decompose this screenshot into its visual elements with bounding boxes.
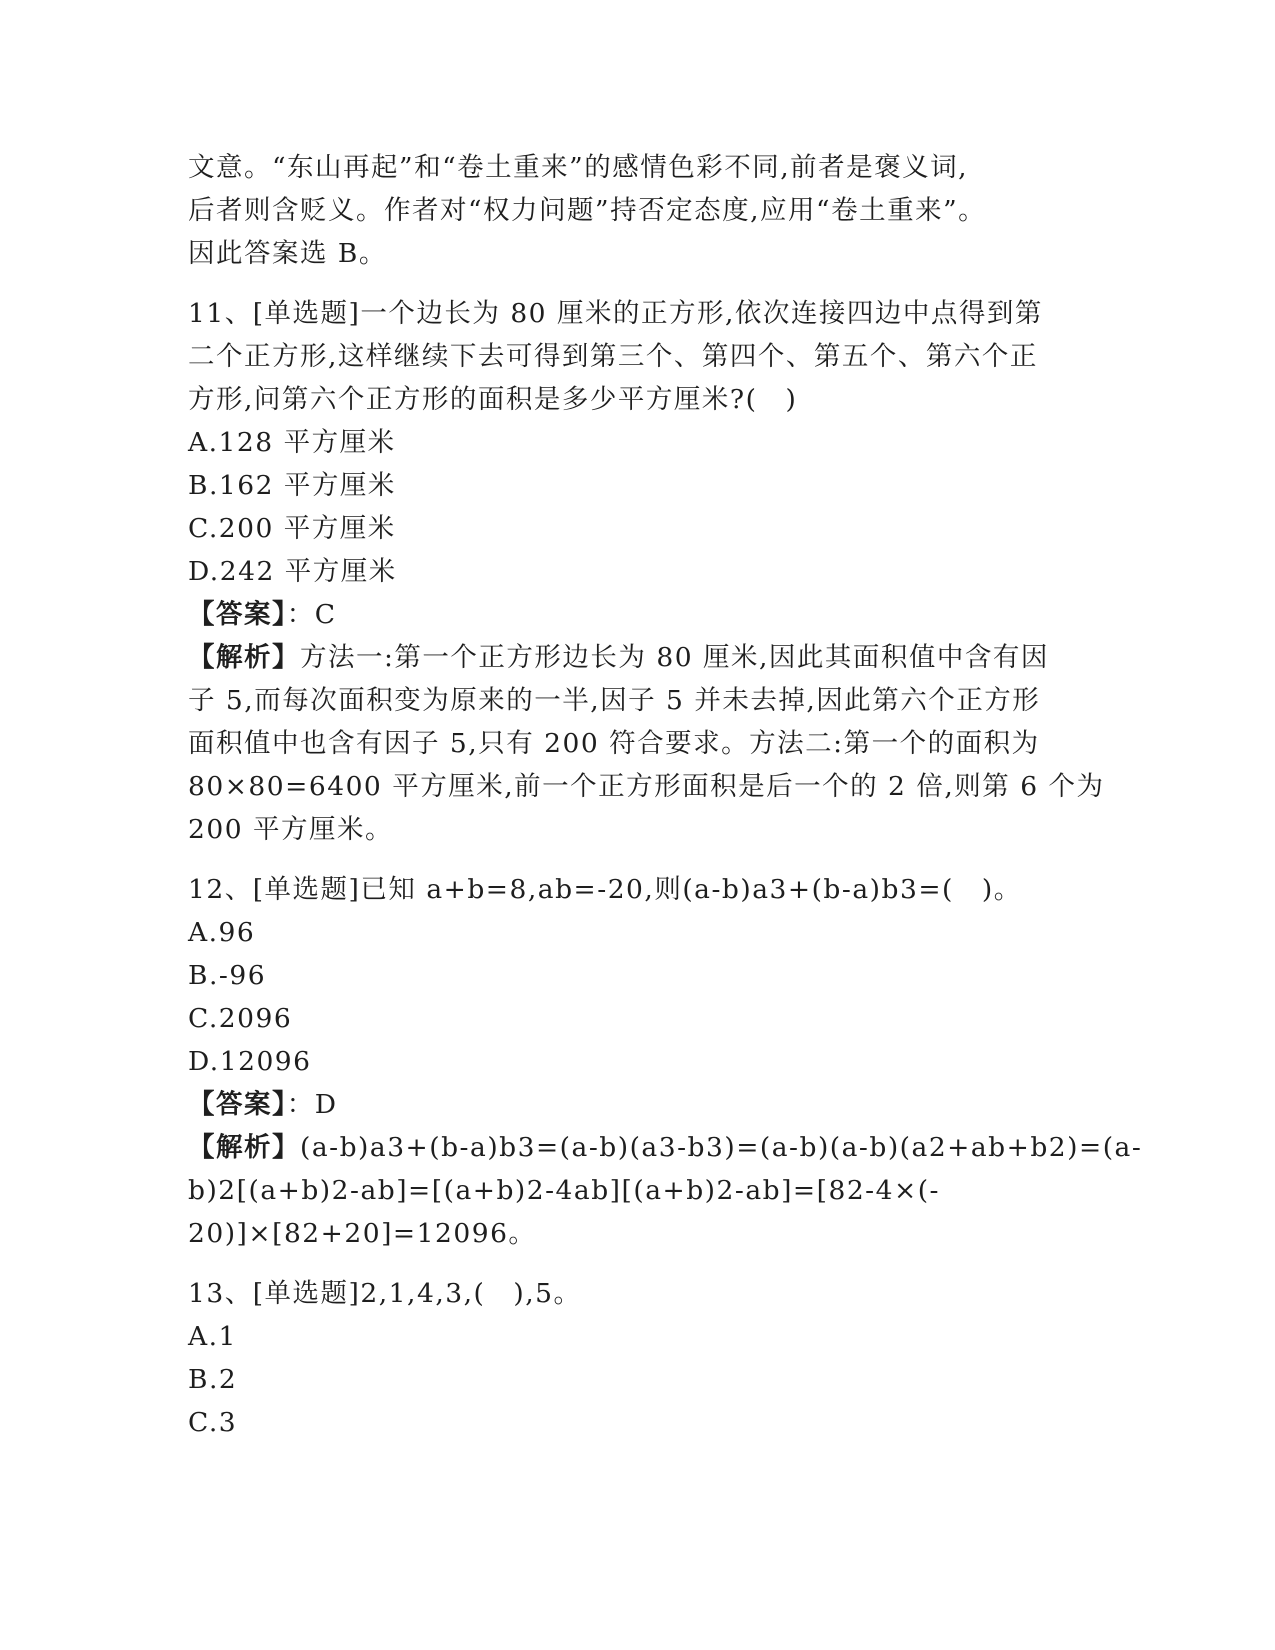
option-b: B.2 — [188, 1364, 238, 1395]
option-d: D.12096 — [188, 1046, 312, 1077]
answer-tag: 【答案】 — [188, 1089, 287, 1120]
analysis-line: 面积值中也含有因子 5,只有 200 符合要求。方法二:第一个的面积为 — [188, 728, 1040, 759]
analysis-line — [188, 636, 1088, 679]
text-line: 后者则含贬义。作者对“权力问题”持否定态度,应用“卷土重来”。 — [188, 195, 987, 226]
analysis-line — [188, 1126, 1143, 1169]
question-stem-line: 11、[单选题]一个边长为 80 厘米的正方形,依次连接四边中点得到第 — [188, 298, 1043, 329]
question-13 — [188, 1272, 1088, 1444]
answer-value: ：D — [286, 1089, 338, 1120]
document-page — [188, 146, 1143, 1444]
text-line: 因此答案选 B。 — [188, 238, 387, 269]
answer-value: ：C — [286, 599, 337, 630]
option-b: B.-96 — [188, 960, 267, 991]
option-a: A.128 平方厘米 — [188, 427, 396, 458]
analysis-tag: 【解析】 — [188, 1132, 300, 1163]
question-stem-line: 12、[单选题]已知 a+b=8,ab=-20,则(a-b)a3+(b-a)b3=( )。 — [188, 874, 1022, 905]
analysis-line: 20)]×[82+20]=12096。 — [188, 1218, 537, 1249]
option-d: D.242 平方厘米 — [188, 556, 397, 587]
question-11 — [188, 292, 1105, 851]
analysis-line: 子 5,而每次面积变为原来的一半,因子 5 并未去掉,因此第六个正方形 — [188, 685, 1041, 716]
option-a: A.1 — [188, 1321, 237, 1352]
text-line: 文意。“东山再起”和“卷土重来”的感情色彩不同,前者是褒义词, — [188, 152, 969, 183]
option-c: C.3 — [188, 1407, 238, 1438]
answer-line — [188, 593, 1088, 636]
intro-paragraph — [188, 146, 1088, 275]
option-a: A.96 — [188, 917, 256, 948]
question-stem-line: 13、[单选题]2,1,4,3,( ),5。 — [188, 1278, 582, 1309]
option-c: C.2096 — [188, 1003, 293, 1034]
question-12 — [188, 868, 1143, 1255]
question-stem-line: 方形,问第六个正方形的面积是多少平方厘米?( ) — [188, 384, 798, 415]
analysis-tag: 【解析】 — [188, 642, 300, 673]
analysis-line: 200 平方厘米。 — [188, 814, 394, 845]
analysis-line: 80×80=6400 平方厘米,前一个正方形面积是后一个的 2 倍,则第 6 个为 — [188, 771, 1105, 802]
option-b: B.162 平方厘米 — [188, 470, 396, 501]
analysis-text: (a-b)a3+(b-a)b3=(a-b)(a3-b3)=(a-b)(a-b)(a2+ab+b2)=(a- — [300, 1132, 1143, 1163]
answer-line — [188, 1083, 1088, 1126]
question-stem-line: 二个正方形,这样继续下去可得到第三个、第四个、第五个、第六个正 — [188, 341, 1038, 372]
analysis-line: b)2[(a+b)2-ab]=[(a+b)2-4ab][(a+b)2-ab]=[82-4×(- — [188, 1175, 940, 1206]
answer-tag: 【答案】 — [188, 599, 287, 630]
option-c: C.200 平方厘米 — [188, 513, 396, 544]
analysis-text: 方法一:第一个正方形边长为 80 厘米,因此其面积值中含有因 — [300, 642, 1049, 673]
